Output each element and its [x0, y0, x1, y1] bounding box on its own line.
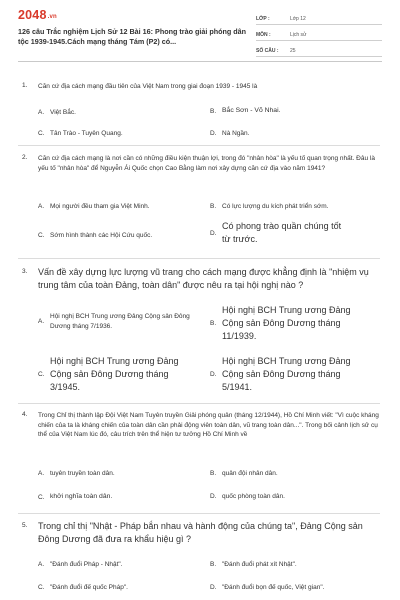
option-letter: B. [210, 561, 217, 569]
question-4 [18, 411, 380, 513]
question-divider [18, 258, 380, 259]
option-text: "Đánh đuổi Pháp - Nhật". [50, 561, 123, 568]
option-letter: A. [38, 470, 45, 478]
option-letter: B. [210, 203, 217, 211]
option-text: Bắc Sơn - Võ Nhai. [222, 107, 281, 114]
meta-key: SỐ CÂU : [256, 48, 279, 54]
question-3 [18, 266, 380, 400]
meta-row-subject [256, 26, 382, 41]
option-letter: A. [38, 318, 45, 325]
option-d[interactable] [210, 583, 380, 593]
meta-row-class [256, 10, 382, 25]
option-text: Sớm hình thành các Hội Cứu quốc. [50, 232, 153, 239]
question-text: Vấn đề xây dựng lực lượng vũ trang cho cách mạng được khẳng định là "nhiệm vụ trung tâm của toàn Đảng, toàn dân" được nêu ra tại hội nghị nào ? [38, 267, 369, 290]
option-text: tuyên truyền toàn dân. [50, 470, 115, 477]
option-letter: C. [38, 493, 45, 501]
option-a[interactable] [38, 108, 208, 118]
option-text: Hội nghị BCH Trung ương Đảng Cộng sản Đông Dương tháng 5/1941. [222, 356, 351, 392]
option-text: quốc phòng toàn dân. [222, 493, 285, 500]
option-letter: D. [210, 229, 217, 237]
question-text: Căn cứ địa cách mạng là nơi cần có những điều kiện thuận lợi, trong đó "nhân hòa" là yếu tố quan trọng nhất. Đâu là yếu tố "nhân hòa" để Nguyễn Ái Quốc chọn Cao Bằng làm nơi xây dựng căn cứ địa vào năm 1941? [38, 155, 375, 172]
worksheet-header [18, 0, 382, 62]
logo-suffix: .vn [47, 14, 57, 20]
option-letter: C. [38, 130, 45, 138]
option-b[interactable] [210, 202, 380, 212]
question-divider [18, 513, 380, 514]
option-letter: B. [210, 470, 217, 478]
option-text: "Đánh đuổi bọn đế quốc, Việt gian". [222, 584, 325, 591]
question-number: 4. [22, 411, 28, 418]
option-d[interactable] [210, 129, 380, 139]
option-a[interactable] [38, 560, 208, 570]
option-b[interactable] [210, 560, 380, 570]
option-text: Mọi người đều tham gia Việt Minh. [50, 203, 150, 210]
question-5 [18, 520, 380, 598]
logo-main: 2048 [18, 8, 47, 22]
option-c[interactable] [38, 492, 208, 502]
option-d[interactable] [210, 220, 380, 246]
option-text: Tân Trào - Tuyên Quang. [50, 130, 123, 137]
meta-value: Lịch sử [290, 32, 307, 38]
option-text: quân đội nhân dân. [222, 470, 278, 477]
option-letter: D. [210, 493, 217, 501]
option-text: "Đánh đuổi phát xít Nhật". [222, 561, 297, 568]
meta-key: LỚP : [256, 16, 270, 22]
option-letter: A. [38, 203, 45, 211]
document-title: 126 câu Trắc nghiệm Lịch Sử 12 Bài 16: Phong trào giải phóng dân tộc 1939-1945.Cách mạng tháng Tám (P2) có... [18, 27, 247, 46]
question-number: 1. [22, 82, 28, 89]
question-text: Căn cứ địa cách mạng đầu tiên của Việt Nam trong giai đoạn 1939 - 1945 là [38, 83, 258, 90]
option-a[interactable] [38, 312, 208, 331]
question-1 [18, 82, 380, 140]
option-text: Hội nghị BCH Trung ương Đảng Cộng sản Đông Dương tháng 3/1945. [50, 356, 179, 392]
option-letter: B. [210, 107, 217, 115]
option-a[interactable] [38, 469, 208, 479]
meta-key: MÔN : [256, 32, 271, 38]
option-text: Hội nghị BCH Trung ương Đảng Cộng sản Đông Dương tháng 11/1939. [222, 305, 351, 341]
option-c[interactable] [38, 231, 208, 241]
meta-value: Lớp 12 [290, 16, 306, 22]
meta-row-count [256, 42, 382, 57]
option-letter: A. [38, 109, 45, 117]
option-d[interactable] [210, 492, 380, 502]
option-a[interactable] [38, 202, 208, 212]
option-b[interactable] [210, 469, 380, 479]
option-b[interactable] [210, 304, 380, 343]
option-c[interactable] [38, 355, 208, 394]
question-divider [18, 145, 380, 146]
option-letter: B. [210, 320, 217, 327]
question-number: 5. [22, 522, 28, 529]
option-letter: C. [38, 232, 45, 240]
option-letter: C. [38, 584, 45, 592]
option-text: Có phong trào quần chúng tốt từ trước. [222, 221, 342, 244]
option-letter: C. [38, 371, 45, 378]
option-letter: D. [210, 584, 217, 592]
option-c[interactable] [38, 129, 208, 139]
option-text: "Đánh đuổi đế quốc Pháp". [50, 584, 128, 591]
meta-panel [256, 10, 382, 58]
option-letter: A. [38, 561, 45, 569]
option-text: khởi nghĩa toàn dân. [50, 493, 113, 500]
option-text: Hội nghị BCH Trung ương Đảng Cộng sản Đông Dương tháng 7/1936. [50, 313, 190, 330]
question-number: 2. [22, 154, 28, 161]
question-2 [18, 154, 380, 254]
option-text: Nà Ngần. [222, 130, 250, 137]
option-b[interactable] [210, 106, 380, 116]
option-c[interactable] [38, 583, 208, 593]
meta-value: 25 [290, 48, 296, 54]
question-text: Trong chỉ thị "Nhật - Pháp bắn nhau và hành động của chúng ta", Đảng Cộng sản Đông Dương đã đưa ra khẩu hiệu gì ? [38, 521, 363, 544]
option-letter: D. [210, 371, 217, 378]
option-d[interactable] [210, 355, 380, 394]
question-number: 3. [22, 268, 28, 275]
question-divider [18, 403, 380, 404]
site-logo[interactable] [18, 8, 57, 22]
option-text: Việt Bắc. [50, 109, 76, 116]
option-text: Có lực lượng du kích phát triển sớm. [222, 203, 329, 210]
question-text: Trong Chỉ thị thành lập Đội Việt Nam Tuyên truyền Giải phóng quân (tháng 12/1944), Hồ Chí Minh viết: "Vì cuộc kháng chiến của ta là kháng chiến của toàn dân cần phải động viên toàn dân, vũ trang toàn dân...". Trong bối cảnh lịch sử cụ thể của Việt Nam lúc đó, câu trích trên thể hiện tư tưởng Hồ Chí Minh về [38, 412, 379, 438]
option-letter: D. [210, 130, 217, 138]
